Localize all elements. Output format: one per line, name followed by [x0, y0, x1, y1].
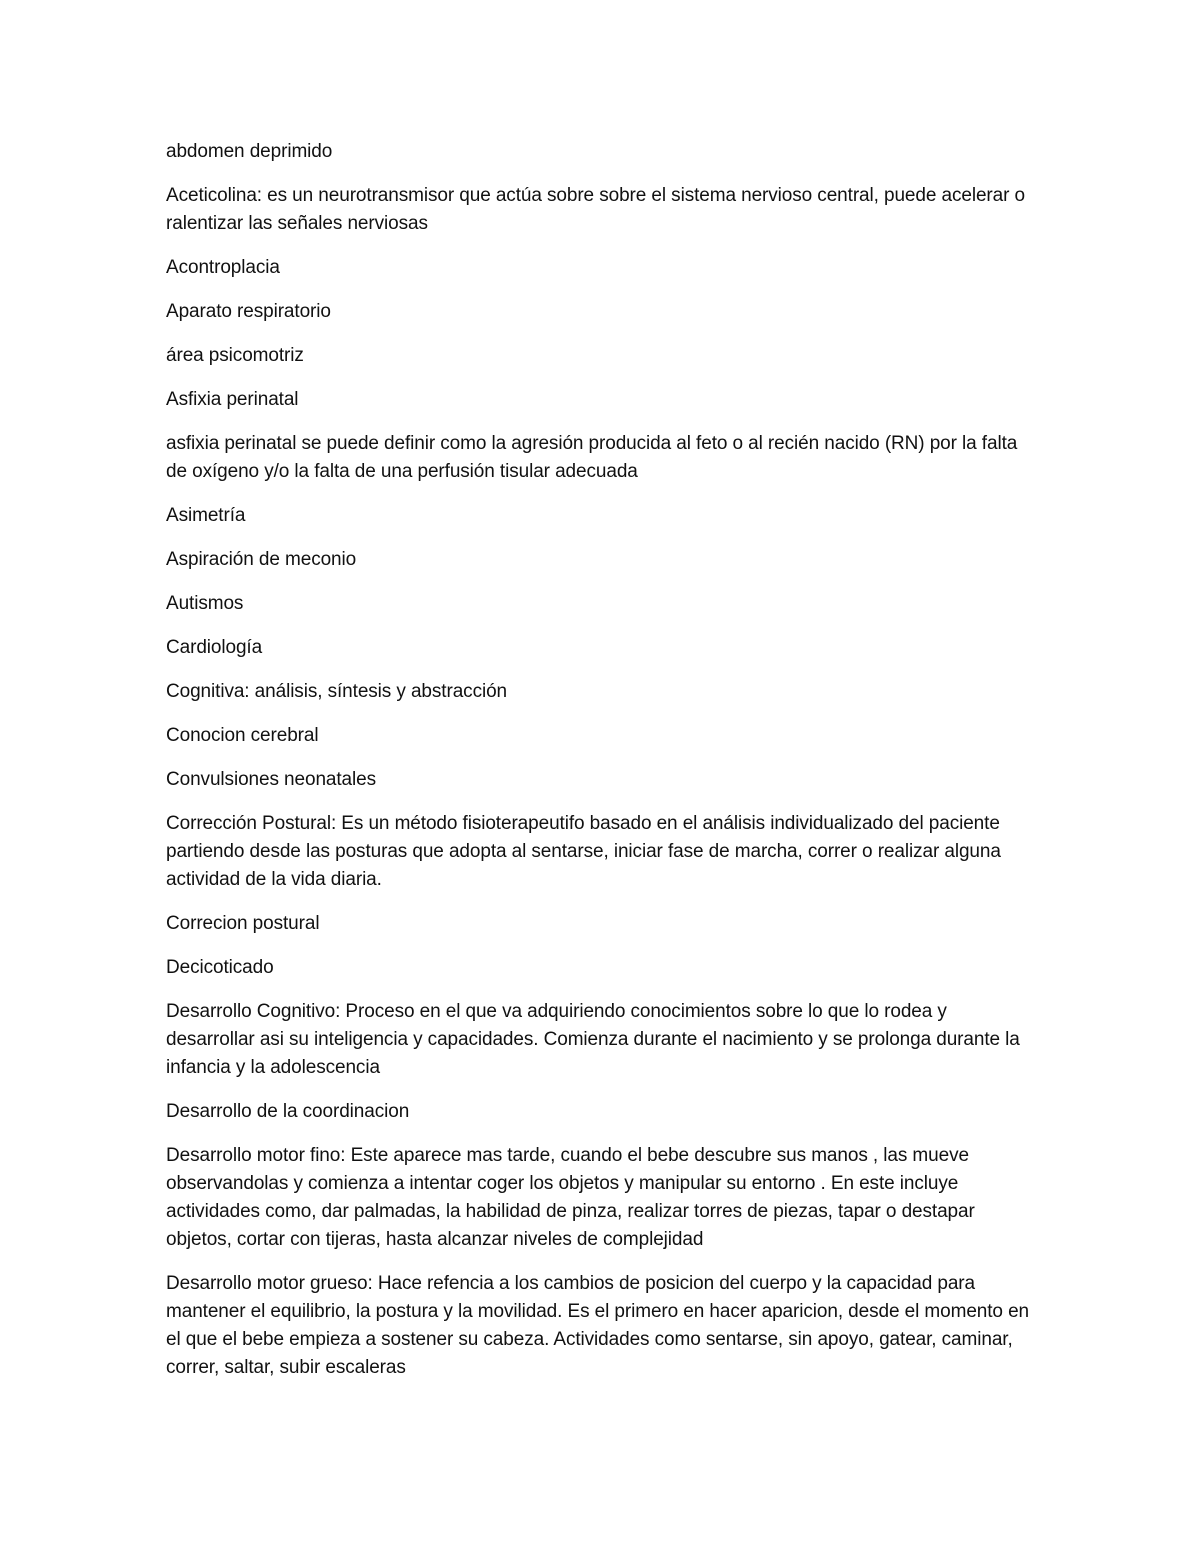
paragraph-acontroplacia: Acontroplacia	[166, 257, 280, 278]
paragraph-asimetria: Asimetría	[166, 505, 246, 526]
paragraph-convulsiones-neonatales: Convulsiones neonatales	[166, 769, 377, 790]
paragraph-correccion-postural-definition: Corrección Postural: Es un método fisioterapeutifo basado en el análisis individualizado del paciente partiendo desde las posturas que adopta al sentarse, iniciar fase de marcha, correr o realizar alguna actividad de la vida diaria.	[166, 813, 1001, 890]
paragraph-aceticolina: Aceticolina: es un neurotransmisor que actúa sobre sobre el sistema nervioso central, puede acelerar o ralentizar las señales nerviosas	[166, 185, 1025, 234]
paragraph-aparato-respiratorio: Aparato respiratorio	[166, 301, 331, 322]
paragraph-desarrollo-motor-fino: Desarrollo motor fino: Este aparece mas tarde, cuando el bebe descubre sus manos , las mueve observandolas y comienza a intentar coger los objetos y manipular su entorno . En este incluye actividades como, dar palmadas, la habilidad de pinza, realizar torres de piezas, tapar o destapar objetos, cortar con tijeras, hasta alcanzar niveles de complejidad	[166, 1145, 975, 1250]
paragraph-decicoticado: Decicoticado	[166, 957, 274, 978]
paragraph-cardiologia: Cardiología	[166, 637, 263, 658]
paragraph-conocion-cerebral: Conocion cerebral	[166, 725, 319, 746]
paragraph-aspiracion-meconio: Aspiración de meconio	[166, 549, 357, 570]
paragraph-asfixia-perinatal-definition: asfixia perinatal se puede definir como la agresión producida al feto o al recién nacido (RN) por la falta de oxígeno y/o la falta de una perfusión tisular adecuada	[166, 433, 1018, 482]
paragraph-area-psicomotriz: área psicomotriz	[166, 345, 304, 366]
paragraph-autismos: Autismos	[166, 593, 244, 614]
paragraph-desarrollo-cognitivo: Desarrollo Cognitivo: Proceso en el que va adquiriendo conocimientos sobre lo que lo rodea y desarrollar asi su inteligencia y capacidades. Comienza durante el nacimiento y se prolonga durante la infancia y la adolescencia	[166, 1001, 1020, 1078]
paragraph-correcion-postural: Correcion postural	[166, 913, 320, 934]
paragraph-desarrollo-motor-grueso: Desarrollo motor grueso: Hace refencia a los cambios de posicion del cuerpo y la capacidad para mantener el equilibrio, la postura y la movilidad. Es el primero en hacer aparicion, desde el momento en el que el bebe empieza a sostener su cabeza. Actividades como sentarse, sin apoyo, gatear, caminar, correr, saltar, subir escaleras	[166, 1273, 1030, 1378]
paragraph-desarrollo-coordinacion: Desarrollo de la coordinacion	[166, 1101, 410, 1122]
paragraph-asfixia-perinatal-heading: Asfixia perinatal	[166, 389, 299, 410]
document-body	[166, 138, 1036, 1398]
paragraph-abdomen-deprimido: abdomen deprimido	[166, 141, 333, 162]
paragraph-cognitiva: Cognitiva: análisis, síntesis y abstracción	[166, 681, 508, 702]
